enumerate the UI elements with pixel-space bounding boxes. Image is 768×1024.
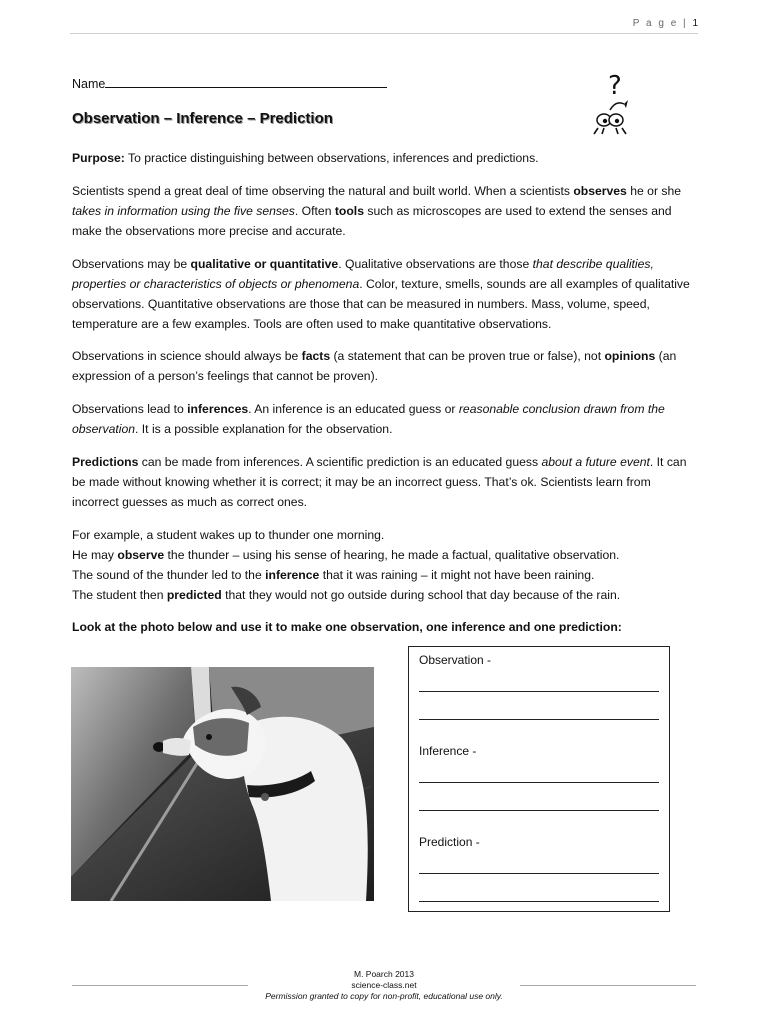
photo-instruction-text: Look at the photo below and use it to make one observation, one inference and one prediction: [72, 620, 622, 634]
observation-label: Observation - [419, 653, 492, 667]
example-line-4 [72, 585, 696, 605]
prediction-line-2[interactable] [419, 901, 659, 902]
p3-text-c: (a statement that can be proven true or false), not [330, 349, 605, 363]
p5-text-b: can be made from inferences. A scientific prediction is an educated guess [138, 455, 542, 469]
prediction-line-1[interactable] [419, 873, 659, 874]
name-label: Name [72, 77, 106, 91]
p2-text-e: . Color, texture, smells, sounds are all examples of qualitative observations. Quantitative observations are those that can be measured in numbers. Mass, volume, speed, temperature are a few examples. Tools are often used to make quantitative observations. [72, 277, 690, 331]
inference-label: Inference - [419, 744, 477, 758]
observation-line-2[interactable] [419, 719, 659, 720]
example-bold-predicted: predicted [166, 588, 222, 602]
name-line [72, 76, 387, 91]
footer [0, 969, 768, 1002]
p3-text-e: (an expression of a person’s feelings that cannot be proven). [72, 349, 677, 383]
page-number [633, 18, 698, 29]
example-bold-inference: inference [265, 568, 320, 582]
name-blank[interactable] [105, 76, 387, 88]
p2-bold-types: qualitative or quantitative [190, 257, 339, 271]
p4-bold-inferences: inferences [187, 402, 249, 416]
example-l2c: the thunder – using his sense of hearing, he made a factual, qualitative observation. [164, 548, 620, 562]
example-line-3 [72, 565, 696, 585]
example-l4a: The student then [72, 588, 167, 602]
p5-bold-predictions: Predictions [72, 455, 139, 469]
example-l3c: that it was raining – it might not have been raining. [319, 568, 595, 582]
p4-text-e: . It is a possible explanation for the observation. [135, 422, 393, 436]
paragraph-facts [72, 346, 696, 386]
observation-line-1[interactable] [419, 691, 659, 692]
page-title: Observation – Inference – Prediction [72, 110, 333, 127]
dog-photo-drawing [71, 667, 374, 901]
p3-bold-opinions: opinions [604, 349, 656, 363]
p1-text-c: he or she [626, 184, 682, 198]
p3-text-a: Observations in science should always be [72, 349, 302, 363]
example-bold-observe: observe [117, 548, 165, 562]
p5-text-d: . It can be made without knowing whether it is correct; it may be an incorrect guess. That’s ok. Scientists learn from incorrect guesses as much as correct ones. [72, 455, 687, 509]
p1-bold-tools: tools [334, 204, 364, 218]
p1-text-g: such as microscopes are used to extend the senses and make the observations more precise and accurate. [72, 204, 672, 238]
p1-text-a: Scientists spend a great deal of time observing the natural and built world. When a scientists [72, 184, 574, 198]
svg-text:?: ? [608, 71, 622, 101]
purpose-text: To practice distinguishing between observations, inferences and predictions. [124, 151, 539, 165]
inference-line-2[interactable] [419, 810, 659, 811]
example-line-2 [72, 545, 696, 565]
answer-box [408, 646, 670, 912]
purpose-label: Purpose: [72, 151, 125, 165]
footer-author: M. Poarch 2013 [353, 969, 414, 979]
footer-permission: Permission granted to copy for non-profit, educational use only. [265, 991, 503, 1001]
p3-bold-facts: facts [301, 349, 331, 363]
question-creature-icon [588, 70, 636, 138]
example-l3a: The sound of the thunder led to the [72, 568, 266, 582]
example-l2a: He may [72, 548, 118, 562]
paragraph-observing [72, 181, 696, 241]
p1-bold-observes: observes [573, 184, 627, 198]
p4-italic-conclusion: reasonable conclusion drawn from the observation [72, 402, 665, 436]
p1-italic-senses: takes in information using the five senses [72, 204, 295, 218]
inference-line-1[interactable] [419, 782, 659, 783]
footer-site: science-class.net [351, 980, 417, 990]
p4-text-c: . An inference is an educated guess or [248, 402, 459, 416]
example-line-1: For example, a student wakes up to thunder one morning. [72, 528, 385, 542]
page-number-value: 1 [692, 18, 698, 29]
p5-italic-future: about a future event [541, 455, 650, 469]
p2-text-a: Observations may be [72, 257, 191, 271]
dog-photo [71, 667, 374, 901]
p2-text-c: . Qualitative observations are those [338, 257, 533, 271]
prediction-label: Prediction - [419, 835, 480, 849]
header-rule [70, 33, 698, 34]
p4-text-a: Observations lead to [72, 402, 188, 416]
paragraph-qualitative [72, 254, 696, 334]
photo-instruction [72, 617, 696, 637]
paragraph-inferences [72, 399, 696, 439]
p1-text-e: . Often [294, 204, 335, 218]
example-block [72, 525, 696, 605]
p2-italic-qualities: that describe qualities, properties or characteristics of objects or phenomena [72, 257, 654, 291]
example-l4c: that they would not go outside during school that day because of the rain. [221, 588, 621, 602]
paragraph-predictions [72, 452, 696, 512]
purpose-paragraph [72, 148, 696, 168]
page-word: P a g e | [632, 18, 688, 29]
